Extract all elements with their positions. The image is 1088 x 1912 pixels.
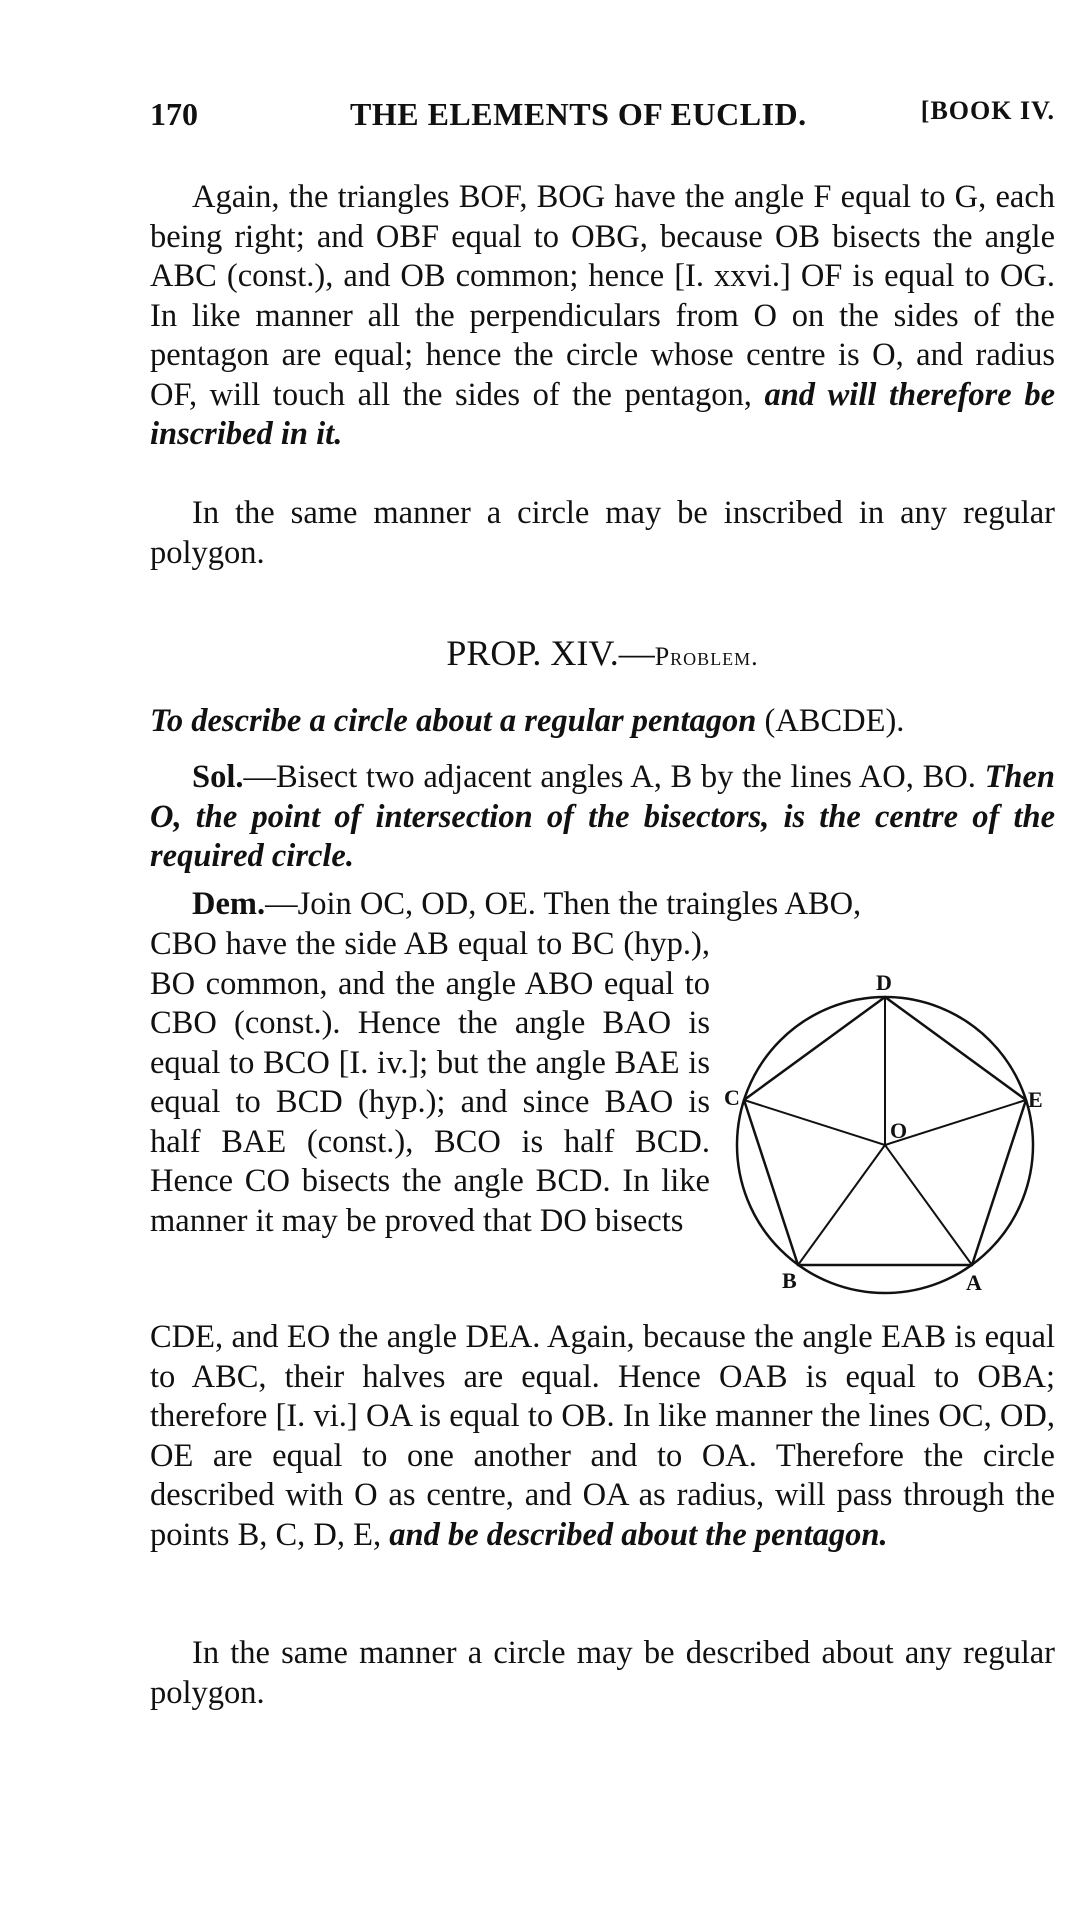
segment-oa: [885, 1145, 972, 1265]
solution-paragraph: [150, 758, 1055, 877]
paragraph-inscribed-conclusion: and will therefore be inscribed in it.: [150, 376, 1056, 452]
demonstration-first-text: —Join OC, OD, OE. Then the traingles ABO,: [265, 886, 862, 922]
proposition-kind: Problem.: [654, 642, 759, 671]
running-title: THE ELEMENTS OF EUCLID.: [350, 96, 807, 132]
demonstration-continued: [150, 1318, 1055, 1555]
proposition-heading: [150, 632, 1055, 674]
solution-label: Sol.: [192, 759, 244, 795]
label-d: D: [876, 970, 892, 995]
label-o: O: [890, 1118, 908, 1143]
proposition-statement: [150, 703, 1055, 740]
demonstration-wrapped-text: CBO have the side AB equal to BC (hyp.), BO common, and the angle ABO equal to CBO (const.). Hence the angle BAO is equal to BCO [I. iv.]; but the angle BAE is equal to BCD (hyp.); and since BAO is half BAE (const.), BCO is half BCD. Hence CO bisects the angle BCD. In like manner it may be proved that DO bisects: [150, 926, 710, 1239]
statement-italic: To describe a circle about a regular pentagon: [150, 703, 757, 739]
label-b: B: [782, 1268, 797, 1293]
demonstration-label: Dem.: [192, 886, 266, 922]
segment-ob: [798, 1145, 885, 1265]
solution-conclusion: Then O, the point of intersection of the bisectors, is the centre of the required circle.: [150, 759, 1055, 874]
paragraph-circumscribed-corollary: In the same manner a circle may be described about any regular polygon.: [150, 1635, 1055, 1711]
demonstration-first-line: [150, 885, 1055, 925]
solution-text: —Bisect two adjacent angles A, B by the lines AO, BO.: [243, 759, 985, 795]
statement-rest: (ABCDE).: [756, 703, 905, 739]
paragraph-inscribed-proof: [150, 178, 1055, 455]
segment-oc: [744, 1100, 885, 1145]
paragraph-inscribed-corollary: In the same manner a circle may be inscribed in any regular polygon.: [150, 495, 1055, 571]
book-label: [BOOK IV.: [920, 96, 1055, 125]
label-c: C: [724, 1085, 740, 1110]
paragraph-inscribed-text: Again, the triangles BOF, BOG have the angle F equal to G, each being right; and OBF equal to OBG, because OB bisects the angle ABC (const.), and OB common; hence [I. xxvi.] OF is equal to OG. In like manner all the perpendiculars from O on the sides of the pentagon are equal; hence the circle whose centre is O, and radius OF, will touch all the sides of the pentagon,: [150, 179, 1055, 413]
page-header: [150, 96, 1055, 136]
demonstration-conclusion: and be described about the pentagon.: [389, 1516, 888, 1553]
page-number: 170: [150, 96, 198, 132]
proposition-number: PROP. XIV.—: [446, 633, 655, 673]
demonstration-continued-text: CDE, and EO the angle DEA. Again, because the angle EAB is equal to ABC, their halves are equal. Hence OAB is equal to OBA; therefore [I. vi.] OA is equal to OB. In like manner the lines OC, OD, OE are equal to one another and to OA. Therefore the circle described with O as centre, and OA as radius, will pass through the points B, C, D, E,: [150, 1319, 1055, 1553]
label-a: A: [966, 1270, 982, 1295]
pentagon-circle-diagram: [720, 955, 1060, 1295]
label-e: E: [1028, 1087, 1043, 1112]
